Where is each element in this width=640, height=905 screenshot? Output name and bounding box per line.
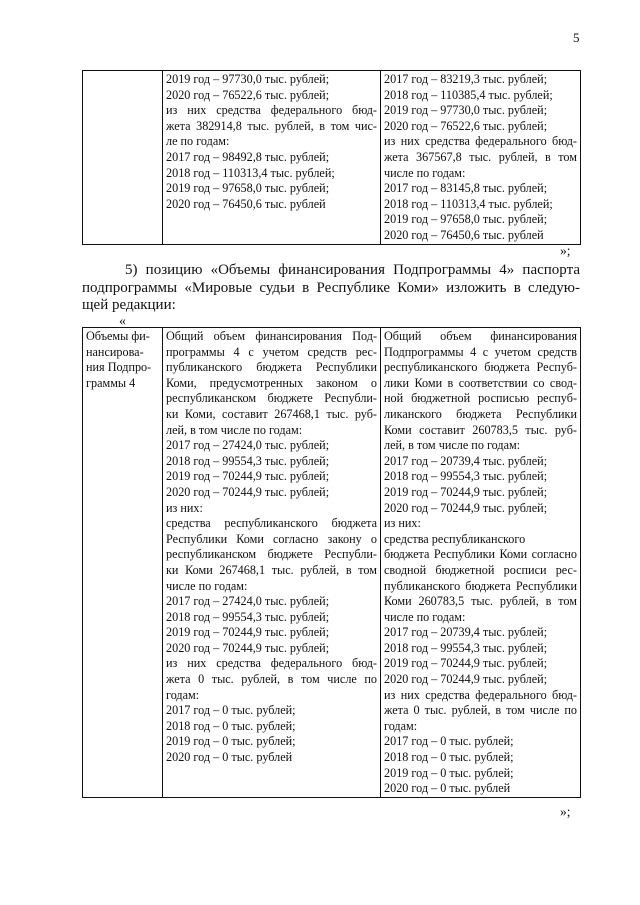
table2-col3-line: лей, в том числе по годам:: [384, 438, 521, 453]
paragraph-line: щей редакции:: [82, 297, 176, 314]
table1-col3-line: из них средства федерального бюд-: [384, 134, 577, 149]
table2-col3-line: 2018 год – 99554,3 тыс. рублей;: [384, 640, 548, 655]
closing-quote: »;: [560, 243, 571, 258]
table2-col2-line: из них:: [166, 500, 203, 515]
table2-col3-line: 2019 год – 70244,9 тыс. рублей;: [384, 484, 548, 499]
table2-col2-line: программы 4 с учетом средств рес-: [166, 344, 377, 359]
table2-col2-line: 2018 год – 99554,3 тыс. рублей;: [166, 609, 330, 624]
table1-col3-line: числе по годам:: [384, 165, 466, 180]
table1-col3-line: 2019 год – 97730,0 тыс. рублей;: [384, 103, 548, 118]
table2-col2-line: ки Коми, составит 267468,1 тыс. руб-: [166, 406, 377, 421]
table2-col2-line: 2020 год – 70244,9 тыс. рублей;: [166, 484, 330, 499]
table2-col2-line: жета 0 тыс. рублей, в том числе по: [166, 672, 377, 687]
table1-col2-line: жета 382914,8 тыс. рублей, в том чис-: [166, 118, 377, 133]
table2-col3-line: Коми 260783,5 тыс. рублей, в том: [384, 594, 577, 609]
table2-col2-line: Общий объем финансирования Под-: [166, 329, 377, 343]
table2-col3-line: Коми составит 260783,5 тыс. руб-: [384, 422, 577, 437]
table1-col2-line: 2019 год – 97730,0 тыс. рублей;: [166, 72, 330, 86]
table2-col2-line: Коми, предусмотренных законом о: [166, 375, 377, 390]
table1-col3-line: 2017 год – 83145,8 тыс. рублей;: [384, 181, 548, 196]
table2-col2-line: из них средства федерального бюд-: [166, 656, 377, 671]
table1-col2-line: 2020 год – 76450,6 тыс. рублей: [166, 196, 326, 211]
table2-col2-line: 2017 год – 27424,0 тыс. рублей;: [166, 594, 330, 609]
table1-col3-line: 2018 год – 110385,4 тыс. рублей;: [384, 87, 553, 102]
table2-col2-line: республиканском бюджете Республи-: [166, 547, 377, 562]
table1-col2-line: 2018 год – 110313,4 тыс. рублей;: [166, 165, 335, 180]
table2-col3-line: 2017 год – 0 тыс. рублей;: [384, 734, 514, 749]
table2-col3-line: из них:: [384, 516, 421, 531]
table2-col2-line: 2018 год – 0 тыс. рублей;: [166, 718, 296, 733]
table2-col2-line: Республики Коми согласно закону о: [166, 531, 377, 546]
table2-col3-line: публиканского бюджета Республики: [384, 578, 577, 593]
table2-col2-line: публиканского бюджета Республики: [166, 360, 377, 375]
table2-col3-line: лики Коми в соответствии со свод-: [384, 375, 577, 390]
table2-col1-line: нансирова-: [86, 344, 144, 359]
table2-col2-line: 2018 год – 99554,3 тыс. рублей;: [166, 453, 330, 468]
table1-col2-line: 2017 год – 98492,8 тыс. рублей;: [166, 149, 330, 164]
table2-col3-cell: [381, 328, 581, 798]
amendment-paragraph: [82, 262, 580, 315]
table1-col3-line: жета 367567,8 тыс. рублей, в том: [384, 149, 577, 164]
table2-col2-line: республиканском бюджете Республи-: [166, 391, 377, 406]
table2-col3-line: 2017 год – 20739,4 тыс. рублей;: [384, 453, 548, 468]
paragraph-line: 5) позицию «Объемы финансирования Подпрограммы 4» паспорта: [125, 262, 580, 278]
table2-col2-line: средства республиканского бюджета: [166, 516, 377, 531]
table2-col3-line: 2018 год – 0 тыс. рублей;: [384, 750, 514, 765]
table1-col2-cell: [163, 71, 381, 245]
table1-col3-line: 2017 год – 83219,3 тыс. рублей;: [384, 72, 548, 86]
table2-col3-line: годам:: [384, 718, 418, 733]
table1-col2-line: 2019 год – 97658,0 тыс. рублей;: [166, 181, 330, 196]
table2-col2-cell: [163, 328, 381, 798]
table2-col3-line: числе по годам:: [384, 609, 466, 624]
page-number: 5: [573, 30, 580, 45]
table2-col2-line: 2020 год – 0 тыс. рублей: [166, 750, 293, 765]
table2-col1-cell: [83, 328, 163, 798]
table2-col3-line: Подпрограммы 4 с учетом средств: [384, 344, 577, 359]
table2-col3-line: 2020 год – 70244,9 тыс. рублей;: [384, 672, 548, 687]
table2-col3-line: средства республиканского: [384, 531, 526, 546]
table2-col2-line: лей, в том числе по годам:: [166, 422, 303, 437]
table2-col2-line: годам:: [166, 687, 200, 702]
closing-quote: »;: [560, 804, 571, 819]
table2-col3-line: бюджета Республики Коми согласно: [384, 547, 577, 562]
table2-col2-line: ки Коми 267468,1 тыс. рублей, в том: [166, 562, 377, 577]
table2-col3-line: 2020 год – 0 тыс. рублей: [384, 781, 511, 796]
table2-col3-line: сводной бюджетной росписи рес-: [384, 562, 577, 577]
table2-col3-line: Общий объем финансирования: [384, 329, 577, 343]
table2-col1-line: Объемы фи-: [86, 329, 150, 343]
table2-col3-line: 2017 год – 20739,4 тыс. рублей;: [384, 625, 548, 640]
table-row: [83, 71, 581, 245]
table2-col3-line: 2018 год – 99554,3 тыс. рублей;: [384, 469, 548, 484]
table2-col3-line: 2020 год – 70244,9 тыс. рублей;: [384, 500, 548, 515]
paragraph-line: подпрограммы «Мировые судьи в Республике Коми» изложить в следую-: [82, 279, 580, 296]
table2-col2-line: 2019 год – 70244,9 тыс. рублей;: [166, 625, 330, 640]
funding-table: [82, 327, 581, 798]
table1-col3-line: 2019 год – 97658,0 тыс. рублей;: [384, 212, 548, 227]
table2-col2-line: 2017 год – 27424,0 тыс. рублей;: [166, 438, 330, 453]
table2-col2-line: 2019 год – 70244,9 тыс. рублей;: [166, 469, 330, 484]
table2-col3-line: жета 0 тыс. рублей, в том числе по: [384, 703, 577, 718]
table2-col3-line: 2019 год – 0 тыс. рублей;: [384, 765, 514, 780]
table2-col3-line: республиканского бюджета Респуб-: [384, 360, 577, 375]
table2-col3-line: ной бюджетной росписью респуб-: [384, 391, 577, 406]
table2-col3-line: из них средства федерального бюд-: [384, 687, 577, 702]
table2-col2-line: числе по годам:: [166, 578, 248, 593]
table1-col3-cell: [381, 71, 581, 245]
table2-col1-line: ния Подпро-: [86, 360, 152, 375]
table1-col3-line: 2018 год – 110313,4 тыс. рублей;: [384, 196, 553, 211]
table1-col3-line: 2020 год – 76522,6 тыс. рублей;: [384, 118, 548, 133]
funding-table-continued: [82, 70, 581, 245]
table2-col2-line: 2019 год – 0 тыс. рублей;: [166, 734, 296, 749]
table1-col2-line: из них средства федерального бюд-: [166, 103, 377, 118]
table1-col2-line: ле по годам:: [166, 134, 230, 149]
table1-col3-line: 2020 год – 76450,6 тыс. рублей: [384, 227, 544, 242]
table2-col3-line: 2019 год – 70244,9 тыс. рублей;: [384, 656, 548, 671]
table-row: [83, 328, 581, 798]
table1-col1-cell: [83, 71, 163, 245]
table2-col3-line: ликанского бюджета Республики: [384, 406, 577, 421]
table2-col2-line: 2020 год – 70244,9 тыс. рублей;: [166, 640, 330, 655]
table2-col1-line: граммы 4: [86, 375, 136, 390]
table2-col2-line: 2017 год – 0 тыс. рублей;: [166, 703, 296, 718]
opening-quote: «: [119, 314, 126, 329]
table1-col2-line: 2020 год – 76522,6 тыс. рублей;: [166, 87, 330, 102]
